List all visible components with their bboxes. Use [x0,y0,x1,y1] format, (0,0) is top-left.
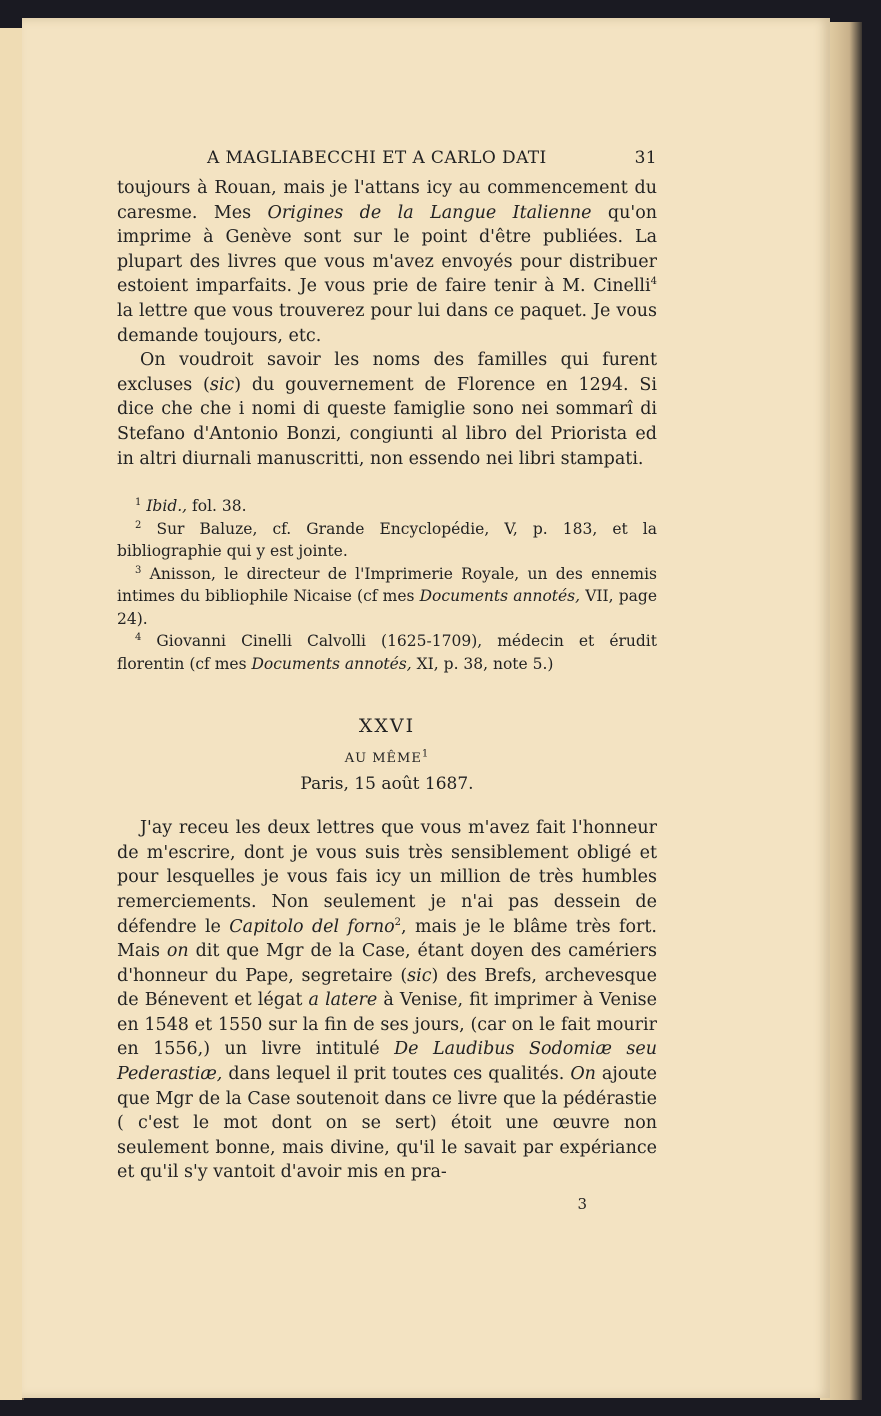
running-title: A MAGLIABECCHI ET A CARLO DATI [207,148,547,168]
letter-body: J'ay receu les deux lettres que vous m'avez fait l'honneur de m'escrire, dont je vous suis très sensiblement obligé et pour lesquelles je vous fais icy un million de très humbles remerciements. Non seulement je n'ai pas dessein de défendre le Capitolo del forno$^2$, mais je le blâme très fort. Mais on dit que Mgr de la Case, étant doyen des camériers d'honneur du Pape, segretaire (sic) des Brefs, archevesque de Bénevent et légat a latere à Venise, fit imprimer à Venise en 1548 et 1550 sur la fin de ses jours, (car on le fait mourir en 1556,) un livre intitulé De Laudibus Sodomiæ seu Pederastiæ, dans lequel il prit toutes ces qualités. On ajoute que Mgr de la Case soutenoit dans ce livre que la pédérastie ( c'est le mot dont on se sert) étoit une œuvre non seulement bonne, mais divine, qu'il le savait par expériance et qu'il s'y vantoit d'avoir mis en pra- [117,818,658,1183]
letter-number: XXVI [358,715,416,738]
paragraph-2: On voudroit savoir les noms des familles qui furent excluses (sic) du gouvernement de Florence en 1294. Si dice che che i nomi di queste famiglie sono nei sommarî di Stefano d'Antonio Bonzi, congiunti al libro del Priorista ed in altri diurnali manuscritti, non essendo nei libri stampati. [117,350,657,469]
letter-recipient: AU MÊME$^1$ [344,748,430,767]
page-content [117,148,657,1213]
book-page [22,18,830,1398]
footnotes [117,495,657,675]
page-number: 31 [634,148,657,168]
signature-mark: 3 [577,1195,587,1214]
paragraph-1: toujours à Rouan, mais je l'attans icy au commencement du caresme. Mes Origines de la Langue Italienne qu'on imprime à Genève sont sur le point d'être publiées. La plupart des livres que vous m'avez envoyés pour distribuer estoient imparfaits. Je vous prie de faire tenir à M. Cinelli$^4$ la lettre que vous trouverez pour lui dans ce paquet. Je vous demande toujours, etc. [117,178,658,346]
footnote-2: $^2$ Sur Baluze, cf. Grande Encyclopédie, V, p. 183, et la bibliographie qui y est jointe. [117,519,657,561]
footnote-4: $^4$ Giovanni Cinelli Calvolli (1625-1709), médecin et érudit florentin (cf mes Documents annotés, XI, p. 38, note 5.) [117,631,657,673]
footnote-3: $^3$ Anisson, le directeur de l'Imprimerie Royale, un des ennemis intimes du bibliophile Nicaise (cf mes Documents annotés, VII, page 24). [117,564,657,628]
running-header [117,148,657,176]
footnote-1: $^1$ Ibid., fol. 38. [135,496,247,516]
left-page-edge [0,28,24,1400]
letter-date: Paris, 15 août 1687. [300,774,474,795]
